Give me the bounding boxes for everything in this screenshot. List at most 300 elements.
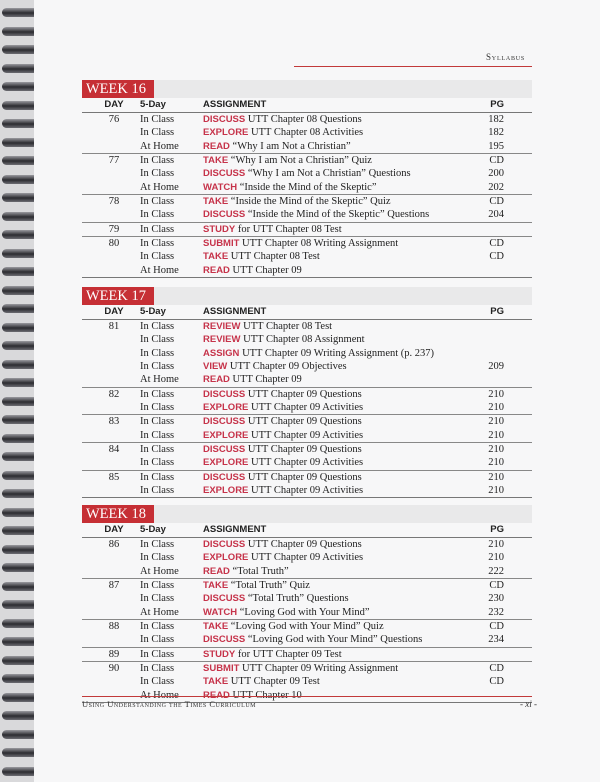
spiral-coil (2, 674, 38, 683)
col-5-day: 5-Day (140, 306, 166, 317)
assignment-text: UTT Chapter 08 Assignment (240, 334, 365, 346)
assignment-text: UTT Chapter 09 Activities (248, 485, 364, 497)
five-day-cell: At Home (140, 606, 179, 618)
page-cell: 210 (488, 429, 504, 441)
assignment-text: UTT Chapter 09 Writing Assignment (p. 237) (239, 347, 435, 359)
assignment-cell (203, 565, 289, 578)
day-cell: 80 (108, 238, 120, 250)
day-cell: 90 (108, 663, 120, 675)
assignment-text: UTT Chapter 09 Writing Assignment (239, 663, 399, 675)
table-row (82, 236, 532, 250)
assignment-text: “Loving God with Your Mind” Questions (245, 634, 423, 646)
week-label: WEEK 18 (82, 505, 154, 523)
five-day-cell: In Class (140, 444, 175, 456)
assignment-cell (203, 662, 398, 675)
assignment-cell (203, 237, 398, 250)
page-cell: 210 (488, 388, 504, 400)
assignment-text: UTT Chapter 08 Activities (248, 127, 364, 139)
assignment-cell (203, 648, 342, 661)
assignment-text: “Loving God with Your Mind” Quiz (228, 621, 384, 633)
spiral-coil (2, 323, 38, 332)
col-pg: PG (490, 99, 504, 110)
assignment-text: UTT Chapter 09 Questions (245, 416, 362, 428)
assignment-verb: DISCUSS (203, 209, 246, 221)
table-row (82, 429, 532, 442)
assignment-text: UTT Chapter 09 Activities (248, 402, 364, 414)
table-row (82, 222, 532, 236)
five-day-cell: In Class (140, 634, 175, 646)
five-day-cell: In Class (140, 155, 175, 167)
five-day-cell: In Class (140, 580, 175, 592)
week-banner (82, 287, 532, 305)
assignment-text: UTT Chapter 08 Questions (245, 114, 362, 125)
assignment-verb: EXPLORE (203, 429, 249, 441)
assignment-verb: TAKE (203, 580, 229, 592)
assignment-verb: DISCUSS (203, 593, 246, 605)
spiral-coil (2, 711, 38, 720)
assignment-verb: EXPLORE (203, 552, 249, 564)
table-header (82, 305, 532, 320)
spiral-coil (2, 656, 38, 665)
spiral-coil (2, 563, 38, 572)
assignment-verb: EXPLORE (203, 485, 249, 497)
assignment-verb: SUBMIT (203, 238, 240, 250)
five-day-cell: At Home (140, 181, 179, 193)
five-day-cell: In Class (140, 457, 175, 469)
page-cell: CD (489, 621, 504, 633)
assignment-text: UTT Chapter 09 Questions (245, 471, 362, 483)
assignment-cell (203, 167, 411, 180)
document-page (34, 0, 600, 782)
spiral-coil (2, 304, 38, 313)
spiral-coil (2, 341, 38, 350)
week-banner (82, 505, 532, 523)
page-cell: 210 (488, 552, 504, 564)
spiral-coil (2, 267, 38, 276)
day-cell: 89 (108, 648, 120, 660)
spiral-coil (2, 693, 38, 702)
table-row (82, 153, 532, 167)
five-day-cell: At Home (140, 374, 179, 386)
assignment-text: UTT Chapter 09 Activities (248, 429, 364, 441)
table-row (82, 167, 532, 180)
assignment-text: UTT Chapter 09 Questions (245, 539, 362, 550)
spiral-coil (2, 526, 38, 535)
table-row (82, 592, 532, 605)
five-day-cell: In Class (140, 676, 175, 688)
col-assignment: ASSIGNMENT (203, 524, 267, 535)
assignment-verb: DISCUSS (203, 114, 246, 125)
spiral-coil (2, 619, 38, 628)
page-cell: 195 (488, 140, 504, 152)
page-cell: 230 (488, 593, 504, 605)
page-cell: 234 (488, 634, 504, 646)
assignment-cell (203, 113, 362, 126)
col-day: DAY (104, 99, 124, 110)
table-row (82, 194, 532, 208)
table-bottom-rule (82, 497, 532, 498)
assignment-cell (203, 140, 351, 153)
five-day-cell: In Class (140, 168, 175, 180)
table-header (82, 98, 532, 113)
assignment-verb: TAKE (203, 155, 229, 167)
five-day-cell: In Class (140, 552, 175, 564)
spiral-coil (2, 582, 38, 591)
assignment-verb: READ (203, 374, 230, 386)
assignment-cell (203, 333, 365, 346)
five-day-cell: In Class (140, 321, 175, 332)
assignment-cell (203, 579, 310, 592)
assignment-cell (203, 675, 320, 688)
day-cell: 77 (108, 155, 120, 167)
col-pg: PG (490, 524, 504, 535)
assignment-verb: REVIEW (203, 334, 241, 346)
spiral-coil (2, 600, 38, 609)
assignment-verb: DISCUSS (203, 471, 246, 483)
assignment-text: UTT Chapter 09 (229, 264, 302, 276)
five-day-cell: In Class (140, 621, 175, 633)
five-day-cell: In Class (140, 648, 175, 660)
table-row (82, 661, 532, 675)
assignment-text: UTT Chapter 09 Questions (245, 444, 362, 456)
spiral-coil (2, 138, 38, 147)
page-cell: 232 (488, 606, 504, 618)
table-row (82, 333, 532, 346)
table-row (82, 113, 532, 126)
assignment-text: UTT Chapter 09 Activities (248, 457, 364, 469)
spiral-coil (2, 508, 38, 517)
assignment-cell (203, 606, 370, 619)
day-cell: 86 (108, 539, 120, 550)
assignment-cell (203, 456, 363, 469)
assignment-text: “Inside the Mind of the Skeptic” Quiz (228, 196, 391, 208)
assignment-verb: WATCH (203, 181, 238, 193)
week-17-section (82, 287, 532, 498)
col-assignment: ASSIGNMENT (203, 99, 267, 110)
page-cell: 210 (488, 485, 504, 497)
spiral-coil (2, 230, 38, 239)
assignment-verb: READ (203, 264, 230, 276)
assignment-text: “Total Truth” (229, 565, 289, 577)
page-cell: 182 (488, 114, 504, 125)
spiral-coil (2, 489, 38, 498)
assignment-cell (203, 126, 363, 139)
five-day-cell: At Home (140, 140, 179, 152)
five-day-cell: In Class (140, 471, 175, 483)
assignment-verb: STUDY (203, 223, 236, 235)
spiral-coil (2, 415, 38, 424)
assignment-text: UTT Chapter 09 Activities (248, 552, 364, 564)
assignment-verb: DISCUSS (203, 444, 246, 456)
spiral-coil (2, 175, 38, 184)
table-row (82, 264, 532, 277)
table-row (82, 633, 532, 646)
assignment-verb: REVIEW (203, 321, 241, 332)
assignment-verb: EXPLORE (203, 457, 249, 469)
week-18-section (82, 505, 532, 703)
spiral-coil (2, 249, 38, 258)
page-cell: 182 (488, 127, 504, 139)
assignment-text: UTT Chapter 09 (229, 374, 302, 386)
table-row (82, 401, 532, 414)
five-day-cell: In Class (140, 209, 175, 221)
five-day-cell: In Class (140, 593, 175, 605)
footer-rule (82, 696, 532, 697)
table-row (82, 470, 532, 484)
assignment-cell (203, 415, 362, 428)
table-row (82, 373, 532, 386)
page-cell: CD (489, 196, 504, 208)
assignment-verb: TAKE (203, 251, 229, 263)
spiral-coil (2, 360, 38, 369)
assignment-cell (203, 373, 302, 386)
assignment-text: “Inside the Mind of the Skeptic” Questions (245, 209, 430, 221)
assignment-text: “Loving God with Your Mind” (237, 606, 370, 618)
page-cell: CD (489, 251, 504, 263)
spiral-coil (2, 156, 38, 165)
day-cell: 76 (108, 114, 120, 125)
assignment-verb: DISCUSS (203, 416, 246, 428)
spiral-coil (2, 471, 38, 480)
page-cell: 200 (488, 168, 504, 180)
assignment-verb: DISCUSS (203, 634, 246, 646)
assignment-verb: VIEW (203, 361, 228, 373)
week-banner (82, 80, 532, 98)
assignment-verb: SUBMIT (203, 663, 240, 675)
assignment-cell (203, 484, 363, 497)
spiral-coil (2, 434, 38, 443)
table-row (82, 140, 532, 153)
assignment-cell (203, 208, 429, 221)
day-cell: 88 (108, 621, 120, 633)
assignment-text: “Why I am Not a Christian” Questions (245, 168, 411, 180)
assignment-verb: READ (203, 565, 230, 577)
five-day-cell: In Class (140, 361, 175, 373)
five-day-cell: In Class (140, 334, 175, 346)
five-day-cell: At Home (140, 264, 179, 276)
assignment-cell (203, 347, 434, 360)
assignment-cell (203, 250, 320, 263)
assignment-text: UTT Chapter 09 Test (228, 676, 320, 688)
col-5-day: 5-Day (140, 99, 166, 110)
table-row (82, 126, 532, 139)
assignment-cell (203, 538, 362, 551)
assignment-text: “Inside the Mind of the Skeptic” (237, 181, 377, 193)
assignment-cell (203, 443, 362, 456)
spiral-coil (2, 119, 38, 128)
assignment-cell (203, 320, 332, 333)
assignment-cell (203, 388, 362, 401)
page-cell: CD (489, 676, 504, 688)
day-cell: 84 (108, 444, 120, 456)
five-day-cell: At Home (140, 565, 179, 577)
assignment-text: “Total Truth” Quiz (228, 580, 310, 592)
spiral-coil (2, 730, 38, 739)
assignment-cell (203, 429, 363, 442)
week-label: WEEK 17 (82, 287, 154, 305)
five-day-cell: In Class (140, 485, 175, 497)
assignment-cell (203, 401, 363, 414)
table-bottom-rule (82, 277, 532, 278)
table-row (82, 456, 532, 469)
spiral-coil (2, 767, 38, 776)
table-row (82, 442, 532, 456)
table-row (82, 414, 532, 428)
week-16-section (82, 80, 532, 278)
five-day-cell: In Class (140, 127, 175, 139)
assignment-verb: EXPLORE (203, 402, 249, 414)
page-cell: 210 (488, 471, 504, 483)
spiral-coil (2, 748, 38, 757)
spiral-coil (2, 101, 38, 110)
table-row (82, 606, 532, 619)
spiral-coil (2, 64, 38, 73)
assignment-text: for UTT Chapter 08 Test (235, 223, 342, 235)
col-day: DAY (104, 306, 124, 317)
table-row (82, 619, 532, 633)
assignment-verb: EXPLORE (203, 127, 249, 139)
assignment-text: “Why I am Not a Christian” (229, 140, 351, 152)
page-cell: CD (489, 663, 504, 675)
day-cell: 85 (108, 471, 120, 483)
five-day-cell: In Class (140, 223, 175, 235)
assignment-cell (203, 195, 391, 208)
table-row (82, 538, 532, 551)
spiral-coil (2, 45, 38, 54)
assignment-verb: TAKE (203, 621, 229, 633)
schedule-table (82, 98, 532, 278)
assignment-text: UTT Chapter 09 Objectives (227, 361, 347, 373)
spiral-coil (2, 545, 38, 554)
page-cell: 210 (488, 416, 504, 428)
assignment-cell (203, 551, 363, 564)
table-row (82, 387, 532, 401)
assignment-verb: DISCUSS (203, 168, 246, 180)
assignment-verb: STUDY (203, 648, 236, 660)
spiral-coil (2, 27, 38, 36)
five-day-cell: In Class (140, 416, 175, 428)
page-cell: CD (489, 155, 504, 167)
five-day-cell: In Class (140, 347, 175, 359)
spiral-coil (2, 286, 38, 295)
assignment-cell (203, 264, 302, 277)
day-cell: 79 (108, 223, 120, 235)
assignment-verb: DISCUSS (203, 388, 246, 400)
assignment-verb: READ (203, 140, 230, 152)
assignment-cell (203, 181, 377, 194)
assignment-cell (203, 592, 349, 605)
assignment-verb: WATCH (203, 606, 238, 618)
spiral-coil (2, 637, 38, 646)
assignment-cell (203, 471, 362, 484)
page-cell: 210 (488, 539, 504, 550)
assignment-verb: TAKE (203, 676, 229, 688)
five-day-cell: In Class (140, 114, 175, 125)
spiral-coil (2, 212, 38, 221)
spiral-coil (2, 452, 38, 461)
five-day-cell: In Class (140, 388, 175, 400)
table-row (82, 181, 532, 194)
col-day: DAY (104, 524, 124, 535)
header-rule (294, 66, 532, 67)
assignment-text: “Why I am Not a Christian” Quiz (228, 155, 372, 167)
assignment-verb: TAKE (203, 196, 229, 208)
assignment-text: “Total Truth” Questions (245, 593, 349, 605)
five-day-cell: In Class (140, 429, 175, 441)
table-row (82, 647, 532, 661)
page-cell: 204 (488, 209, 504, 221)
table-row (82, 208, 532, 221)
page-cell: 210 (488, 402, 504, 414)
assignment-text: for UTT Chapter 09 Test (235, 648, 342, 660)
assignment-verb: DISCUSS (203, 539, 246, 550)
day-cell: 87 (108, 580, 120, 592)
page-cell: 209 (488, 361, 504, 373)
page-cell: 222 (488, 565, 504, 577)
footer-title: Using Understanding the Times Curriculum (82, 699, 257, 709)
col-pg: PG (490, 306, 504, 317)
day-cell: 82 (108, 388, 120, 400)
col-assignment: ASSIGNMENT (203, 306, 267, 317)
day-cell: 83 (108, 416, 120, 428)
week-label: WEEK 16 (82, 80, 154, 98)
five-day-cell: In Class (140, 402, 175, 414)
spiral-coil (2, 82, 38, 91)
page-cell: 202 (488, 181, 504, 193)
assignment-text: UTT Chapter 08 Test (228, 251, 320, 263)
assignment-verb: ASSIGN (203, 347, 240, 359)
table-row (82, 578, 532, 592)
table-row (82, 360, 532, 373)
assignment-text: UTT Chapter 08 Writing Assignment (239, 238, 399, 250)
assignment-cell (203, 633, 422, 646)
schedule-table (82, 523, 532, 703)
table-row (82, 320, 532, 333)
table-row (82, 675, 532, 688)
assignment-cell (203, 620, 384, 633)
five-day-cell: In Class (140, 663, 175, 675)
assignment-cell (203, 154, 372, 167)
assignment-text: UTT Chapter 08 Test (240, 321, 333, 332)
col-5-day: 5-Day (140, 524, 166, 535)
running-header: Syllabus (486, 52, 526, 62)
assignment-cell (203, 223, 342, 236)
spiral-coil (2, 193, 38, 202)
page-cell: 210 (488, 457, 504, 469)
five-day-cell: In Class (140, 539, 175, 550)
page-number: - xi - (520, 699, 537, 709)
table-row (82, 484, 532, 497)
schedule-table (82, 305, 532, 498)
five-day-cell: In Class (140, 251, 175, 263)
spiral-coil (2, 8, 38, 17)
spiral-coil (2, 397, 38, 406)
day-cell: 81 (108, 321, 120, 332)
table-row (82, 347, 532, 360)
table-row (82, 565, 532, 578)
assignment-text: UTT Chapter 09 Questions (245, 388, 362, 400)
five-day-cell: In Class (140, 196, 175, 208)
page-cell: CD (489, 238, 504, 250)
spiral-coil (2, 378, 38, 387)
page-cell: CD (489, 580, 504, 592)
assignment-cell (203, 360, 347, 373)
day-cell: 78 (108, 196, 120, 208)
five-day-cell: In Class (140, 238, 175, 250)
table-header (82, 523, 532, 538)
table-row (82, 250, 532, 263)
page-cell: 210 (488, 444, 504, 456)
